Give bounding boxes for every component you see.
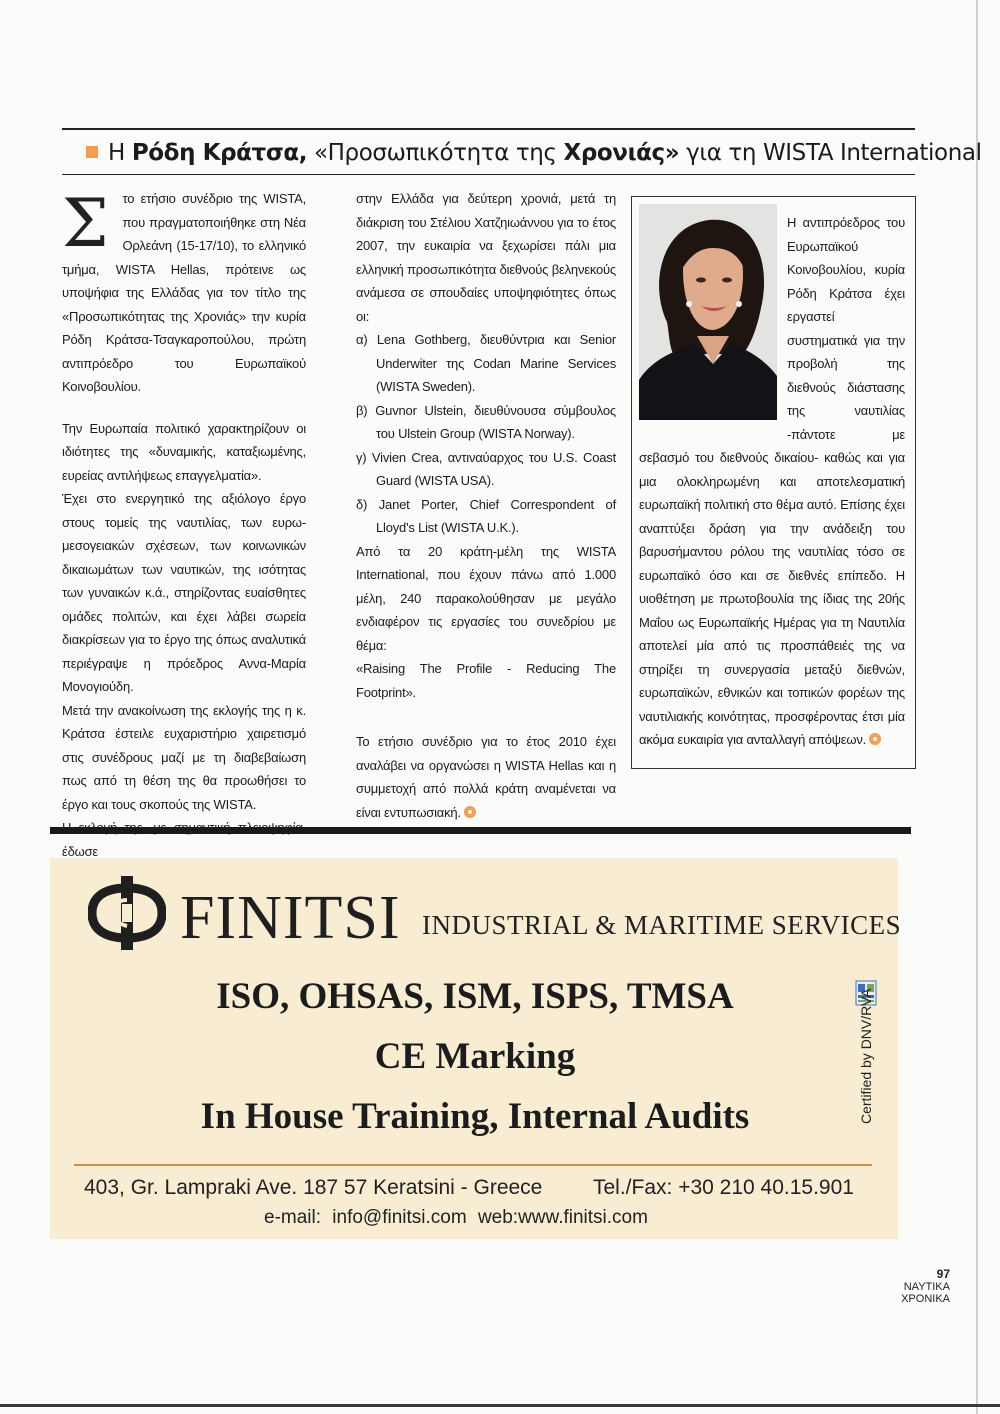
finitsi-advertisement — [50, 858, 902, 1239]
ad-address: 403, Gr. Lampraki Ave. 187 57 Keratsini - Greece — [84, 1176, 543, 1199]
ad-ce-marking-line: CE Marking — [374, 1036, 576, 1077]
article-paragraph: Το ετήσιο συνέδριο για το έτος 2010 έχει αναλάβει να οργανώσει η WISTA Hellas και η συμμετοχή από πολλά κράτη αναμένεται να είναι εντυπωσιακή. — [356, 734, 616, 820]
headline-name: Ρόδη Κράτσα, — [131, 140, 308, 166]
ad-top-rule — [50, 827, 911, 834]
sidebar-paragraph: Η αντιπρόεδρος του Ευρωπαϊκού Κοινοβουλίου, κυρία Ρόδη Κράτσα έχει εργαστεί συστηματικά για την προβολή της διεθνούς διάστασης της ναυτιλίας -πάντοτε με σεβασμό του διεθνούς δικαίου- καθώς και για μια ολοκληρωμένη και αποτελεσματική ευρωπαϊκή πολιτική στο θέμα αυτό. Επίσης έχει αναπτύξει δράση για την ανάδειξη του βαρυσήμαντου ρόλου της ναυτιλίας τόσο σε ευρωπαϊκό όσο και σε διεθνές επίπεδο. Η υιοθέτηση με πρωτοβουλία της ίδιας της 20ής Μαΐου ως Ευρωπαϊκής Ημέρας για τη Ναυτιλία αποτελεί μία από τις προσπάθειές της να στηρίξει τη συνεργασία μεταξύ διεθνών, ευρωπαϊκών, εθνικών και τοπικών φορέων της ναυτιλιακής κοινότητας, προσφέροντας έτσι μία ακόμα ευκαιρία για ανταλλαγή απόψεων. — [639, 215, 905, 747]
headline-bottom-rule — [62, 174, 915, 175]
drop-cap: Σ — [62, 185, 109, 262]
article-paragraph: έδωσε — [62, 843, 99, 859]
brand-name: FINITSI — [180, 884, 401, 952]
article-paragraph: Έχει στο ενεργητικό της αξιόλογο έργο στους τομείς της ναυτιλίας, των ευρω-μεσογειακών σχέσεων, των κοινωνικών δικαιωμάτων των ναυτικών, της ισότητας των γυναικών κ.ά., στηρίζοντας ευαίσθητες ομάδες πολιτών, και έχει λάβει σωρεία διακρίσεων για το έργο της όπως αναλυτικά περιέγραψε η πρόεδρος Αννα-Μαρία Μονογιούδη. — [62, 491, 306, 694]
article-paragraph: στην Ελλάδα για δεύτερη χρονιά, μετά τη διάκριση του Στέλιου Χατζηιωάννου για το έτος 2007, την ευκαιρία να ξεχωρίσει πάλι μια ελληνική προσωπικότητα διεθνούς βεληνεκούς ανάμεσα σε σπουδαίες υποψηφιότητες όπως οι: — [356, 191, 616, 324]
conference-theme: «Raising The Profile - Reducing The Footprint». — [356, 661, 616, 700]
ad-training-line: In House Training, Internal Audits — [200, 1096, 750, 1137]
article-paragraph: το ετήσιο συνέδριο της WISTA, που πραγματοποιήθηκε στη Νέα Ορλεάνη (15-17/10), το ελληνικό τμήμα, WISTA Hellas, πρότεινε ως υποψήφια της Ελλάδας για τον τίτλο της «Προσωπικότητας της Χρονιάς» την κυρία Ρόδη Κράτσα-Τσαγκαροπούλου, πρώτη αντιπρόεδρο του Ευρωπαϊκού Κοινοβουλίου. — [62, 191, 306, 394]
ad-contact: e-mail: info@finitsi.com web:www.finitsi.com — [264, 1207, 648, 1228]
page-bottom-edge — [0, 1404, 1000, 1407]
page-edge — [976, 0, 978, 1414]
article-paragraph: Την Ευρωπαία πολιτικό χαρακτηρίζουν οι ιδιότητες της «δυναμικής, καταξιωμένης, ευρείας αντιλήψεως επαγγελματία». — [62, 420, 306, 483]
magazine-name-line2: ΧΡΟΝΙΚΑ — [901, 1293, 950, 1305]
page-number: 97 — [936, 1267, 950, 1281]
magazine-name-line1: ΝΑΥΤΙΚΑ — [903, 1281, 950, 1293]
article-headline: Η Ρόδη Κράτσα, «Προσωπικότητα της Χρονιάς» για τη WISTA International — [86, 136, 926, 170]
headline-emphasis: Χρονιάς» — [563, 140, 680, 166]
ad-separator — [74, 1164, 872, 1166]
headline-top-rule — [62, 128, 915, 130]
article-column-2 — [356, 187, 616, 824]
article-paragraph: Μετά την ανακοίνωση της εκλογής της η κ. Κράτσα έστειλε ευχαριστήριο χαιρετισμό στις συνέδρους μαζί με τη διαβεβαίωση πως από τη θέση της θα προωθήσει το έργο και τους σκοπούς της WISTA. — [62, 702, 306, 812]
sidebar-box — [631, 196, 916, 769]
article-column-1 — [62, 187, 306, 863]
candidate-item: β) Guvnor Ulstein, διευθύνουσα σύμβουλος του Ulstein Group (WISTA Norway). — [356, 402, 616, 441]
candidate-item: δ) Janet Porter, Chief Correspondent of Lloyd's List (WISTA U.K.). — [356, 496, 616, 535]
page-footer — [900, 1268, 950, 1305]
candidate-item: γ) Vivien Crea, αντιναύαρχος του U.S. Coast Guard (WISTA USA). — [356, 449, 616, 488]
brand-subtitle: INDUSTRIAL & MARITIME SERVICES — [422, 910, 902, 940]
certified-by-label: Certified by DNV/RVA — [858, 988, 874, 1124]
article-paragraph: Από τα 20 κράτη-μέλη της WISTA International, που έχουν πάνω από 1.000 μέλη, 240 παρακολούθησαν με μεγάλο ενδιαφέρον τις εργασίες του συνεδρίου με θέμα: — [356, 543, 616, 653]
ad-standards-line: ISO, OHSAS, ISM, ISPS, TMSA — [216, 976, 734, 1017]
finitsi-logo-icon — [88, 874, 166, 952]
end-mark-icon — [464, 806, 476, 818]
candidate-item: α) Lena Gothberg, διευθύντρια και Senior Underwiter της Codan Marine Services (WISTA Sweden). — [356, 332, 616, 394]
ad-telephone: Tel./Fax: +30 210 40.15.901 — [593, 1176, 854, 1199]
sidebar-text — [639, 211, 905, 752]
headline-bullet-icon — [86, 146, 98, 158]
end-mark-icon — [869, 733, 881, 745]
